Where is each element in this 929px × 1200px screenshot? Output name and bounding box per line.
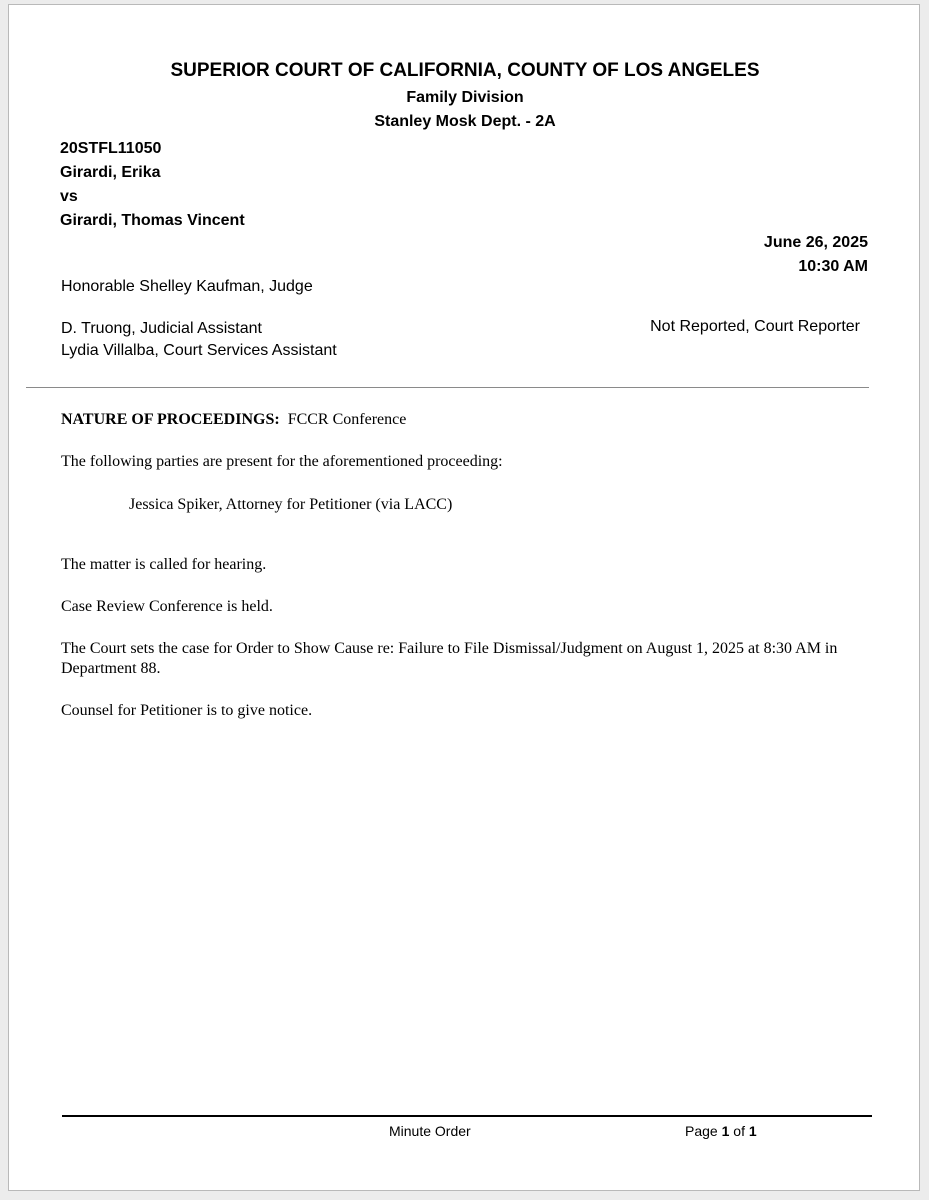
petitioner-name: Girardi, Erika xyxy=(60,164,161,181)
nature-value: FCCR Conference xyxy=(287,411,407,428)
page-label: Page xyxy=(685,1123,718,1139)
department-title: Stanley Mosk Dept. - 2A xyxy=(374,113,556,130)
hearing-time: 10:30 AM xyxy=(798,258,868,275)
judicial-assistant: D. Truong, Judicial Assistant xyxy=(61,320,262,337)
assistants-block xyxy=(61,318,337,362)
court-services-assistant: Lydia Villalba, Court Services Assistant xyxy=(61,342,337,359)
document-type: Minute Order xyxy=(389,1123,471,1139)
parties-present-text: The following parties are present for the aforementioned proceeding: xyxy=(61,453,503,470)
nature-label: NATURE OF PROCEEDINGS: xyxy=(61,411,280,428)
case-number: 20STFL11050 xyxy=(60,140,162,157)
nature-of-proceedings xyxy=(61,411,406,429)
hearing-date: June 26, 2025 xyxy=(763,234,868,251)
called-text: The matter is called for hearing. xyxy=(61,556,267,573)
notice-text: Counsel for Petitioner is to give notice. xyxy=(61,702,313,719)
order-text: The Court sets the case for Order to Show Cause re: Failure to File Dismissal/Judgment on August 1, 2025 at 8:30 AM in Department 88. xyxy=(61,640,838,677)
page-number xyxy=(685,1123,757,1139)
page-total: 1 xyxy=(748,1123,757,1139)
document-page xyxy=(8,4,920,1191)
division-title: Family Division xyxy=(406,89,524,106)
court-title: SUPERIOR COURT OF CALIFORNIA, COUNTY OF LOS ANGELES xyxy=(170,60,760,81)
court-reporter: Not Reported, Court Reporter xyxy=(650,318,860,335)
case-caption xyxy=(60,137,245,233)
hearing-datetime xyxy=(764,231,868,279)
judge-name: Honorable Shelley Kaufman, Judge xyxy=(61,278,313,295)
respondent-name: Girardi, Thomas Vincent xyxy=(60,212,245,229)
page-of: of xyxy=(733,1123,745,1139)
versus-label: vs xyxy=(60,188,78,205)
held-text: Case Review Conference is held. xyxy=(61,598,273,615)
footer-divider xyxy=(62,1115,872,1117)
header-divider xyxy=(26,387,869,388)
page-current: 1 xyxy=(721,1123,730,1139)
attendee-entry: Jessica Spiker, Attorney for Petitioner (via LACC) xyxy=(129,496,453,513)
